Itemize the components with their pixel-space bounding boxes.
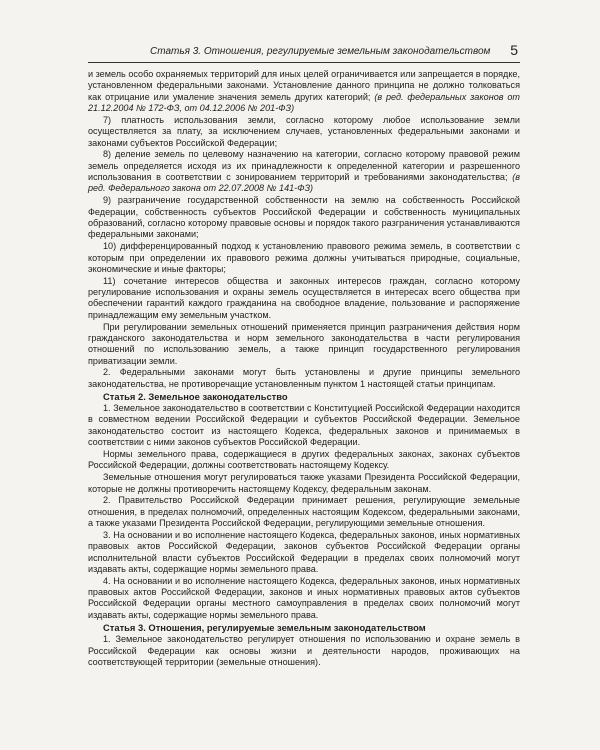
article2-heading: Статья 2. Земельное законодательство [103, 390, 288, 402]
article2-paragraph: 1. Земельное законодательство в соответствии с Конституцией Российской Федерации находится в совместном ведении Российской Федерации и субъектов Российской Федерации. Земельное законодательство состоит из настоящего Кодекса, федеральных законов и принимаемых в соответствии с ними законов субъектов Российской Федерации. [88, 403, 520, 448]
article2-paragraph: Нормы земельного права, содержащиеся в других федеральных законах, законах субъектов Российской Федерации, должны соответствовать настоящему Кодексу. [88, 449, 520, 471]
page-number: 5 [510, 42, 518, 58]
article3-heading: Статья 3. Отношения, регулируемые земельным законодательством [103, 621, 426, 633]
paragraph-text: 8) деление земель по целевому назначению на категории, согласно которому правовой режим земель определяется исходя из их принадлежности к определенной категории и разрешенного использования в соответствии с зонированием территорий и требованиями законодательства; [88, 149, 520, 183]
amendment-note: (в ред. федеральных законов от 21.12.2004 № 172-ФЗ, от 04.12.2006 № 201-ФЗ) [88, 91, 520, 114]
article2-paragraph: 3. На основании и во исполнение настоящего Кодекса, федеральных законов, иных нормативных правовых актов Российской Федерации, законов субъектов Российской Федерации органы исполнительной власти субъектов Российской Федерации в пределах своих полномочий могут издавать акты, содержащие нормы земельного права. [88, 529, 520, 574]
article2-paragraph: Земельные отношения могут регулироваться также указами Президента Российской Федерации, которые не должны противоречить настоящему Кодексу, федеральным законам. [88, 472, 520, 494]
page-body [88, 69, 520, 668]
amendment-note: (в ред. Федерального закона от 22.07.2008 № 141-ФЗ) [88, 172, 520, 194]
article1-delimitation: При регулировании земельных отношений применяется принцип разграничения действия норм гражданского законодательства и норм земельного законодательства в части регулирования отношений по использованию земель, а также принцип государственного регулирования приватизации земли. [88, 321, 520, 366]
article1-continuation [88, 69, 520, 114]
article3-paragraph: 1. Земельное законодательство регулирует отношения по использованию и охране земель в Российской Федерации как основы жизни и деятельности народов, проживающих на соответствующей территории (земельные отношения). [88, 634, 520, 667]
article1-item8 [88, 149, 520, 194]
running-header [88, 42, 520, 63]
article1-item10: 10) дифференцированный подход к установлению правового режима земель, в соответствии с которым при определении их правового режима должны учитываться природные, социальные, экономические и иные факторы; [88, 241, 520, 274]
article1-item11: 11) сочетание интересов общества и законных интересов граждан, согласно которому регулирование использования и охраны земель осуществляется в интересах всего общества при обеспечении гарантий каждого гражданина на свободное владение, пользование и распоряжение принадлежащим ему земельным участком. [88, 275, 520, 320]
article1-item7: 7) платность использования земли, согласно которому любое использование земли осуществляется за плату, за исключением случаев, установленных федеральными законами и законами субъектов Российской Федерации; [88, 114, 520, 148]
running-title: Статья 3. Отношения, регулируемые земельным законодательством [150, 46, 491, 57]
article2-paragraph: 2. Правительство Российской Федерации принимает решения, регулирующие земельные отношения, в пределах полномочий, определенных настоящим Кодексом, федеральными законами, а также указами Президента Российской Федерации, регулирующими земельные отношения. [88, 495, 520, 529]
paragraph-text: и земель особо охраняемых территорий для иных целей ограничивается или запрещается в порядке, установленном федеральными законами. Установление данного принципа не должно толковаться как отрицание или умаление значения земель других категорий; [88, 69, 520, 102]
article1-item9: 9) разграничение государственной собственности на землю на собственность Российской Федерации, собственность субъектов Российской Федерации и собственность муниципальных образований, согласно которому правовые основы и порядок такого разграничения устанавливаются федеральными законами; [88, 195, 520, 240]
article1-point2: 2. Федеральными законами могут быть установлены и другие принципы земельного законодательства, не противоречащие установленным пунктом 1 настоящей статьи принципам. [88, 367, 520, 389]
article2-paragraph: 4. На основании и во исполнение настоящего Кодекса, федеральных законов, иных нормативных правовых актов Российской Федерации, законов и иных нормативных правовых актов субъектов Российской Федерации органы местного самоуправления в пределах своих полномочий могут издавать акты, содержащие нормы земельного права. [88, 575, 520, 620]
